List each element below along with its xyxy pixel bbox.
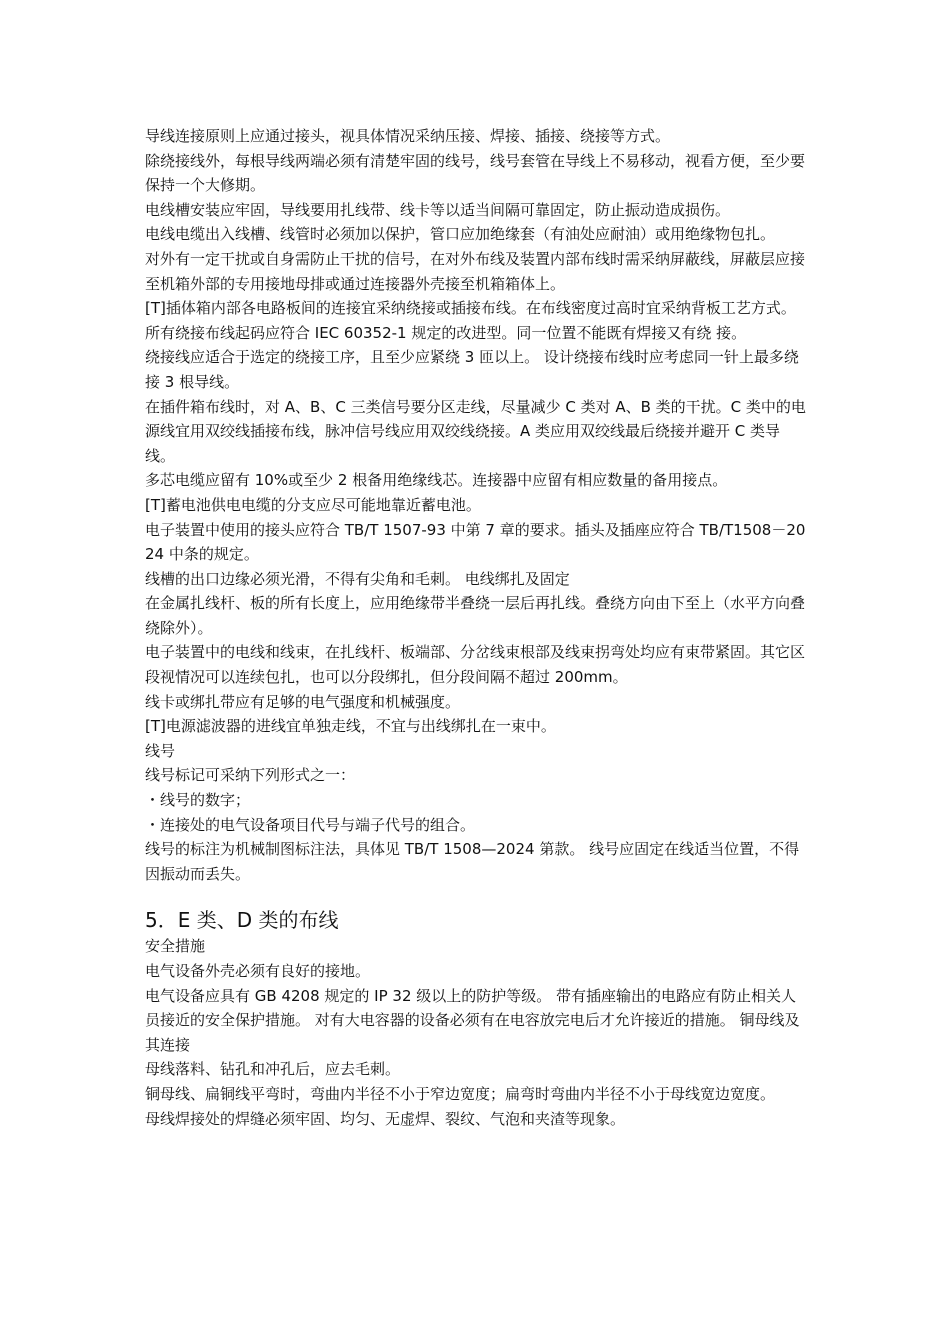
paragraph: 电子装置中使用的接头应符合 TB/T 1507-93 中第 7 章的要求。插头及插座应符合 TB/T1508－2024 中条的规定。: [145, 520, 806, 564]
list-item: ・线号的数字；: [145, 791, 251, 810]
paragraph: 电线槽安装应牢固，导线要用扎线带、线卡等以适当间隔可靠固定，防止振动造成损伤。: [145, 200, 731, 219]
section-heading: 5．E 类、D 类的布线: [145, 908, 339, 933]
paragraph: 线号的标注为机械制图标注法，具体见 TB/T 1508—2024 第款。 线号应固定在线适当位置，不得因振动而丢失。: [145, 840, 800, 883]
paragraph: 线号标记可采纳下列形式之一：: [145, 766, 356, 785]
list-item: ・连接处的电气设备项目代号与端子代号的组合。: [145, 815, 476, 834]
paragraph: 线槽的出口边缘必须光滑，不得有尖角和毛刺。 电线绑扎及固定: [145, 569, 570, 588]
paragraph: [T]插体箱内部各电路板间的连接宜采纳绕接或插接布线。在布线密度过高时宜采纳背板工艺方式。: [145, 299, 796, 318]
paragraph: 电子装置中的电线和线束，在扎线杆、板端部、分岔线束根部及线束拐弯处均应有束带紧固。其它区段视情况可以连续包扎，也可以分段绑扎，但分段间隔不超过 200mm。: [145, 643, 806, 687]
paragraph: 母线落料、钻孔和冲孔后，应去毛刺。: [145, 1060, 401, 1079]
paragraph: 铜母线、扁铜线平弯时，弯曲内半径不小于窄边宽度；扁弯时弯曲内半径不小于母线宽边宽度。: [145, 1084, 776, 1103]
paragraph: 对外有一定干扰或自身需防止干扰的信号，在对外布线及装置内部布线时需采纳屏蔽线，屏蔽层应接至机箱外部的专用接地母排或通过连接器外壳接至机箱箱体上。: [145, 249, 806, 293]
paragraph: [T]蓄电池供电电缆的分支应尽可能地靠近蓄电池。: [145, 495, 481, 514]
paragraph: 电气设备外壳必须有良好的接地。: [145, 962, 371, 980]
paragraph: [T]电源滤波器的进线宜单独走线，不宜与出线绑扎在一束中。: [145, 717, 556, 736]
paragraph: 所有绕接布线起码应符合 IEC 60352-1 规定的改进型。同一位置不能既有焊接又有绕 接。: [145, 323, 747, 342]
paragraph: 绕接线应适合于选定的绕接工序，且至少应紧绕 3 匝以上。 设计绕接布线时应考虑同一针上最多绕接 3 根导线。: [145, 348, 799, 391]
paragraph: 电线电缆出入线槽、线管时必须加以保护，管口应加绝缘套（有油处应耐油）或用绝缘物包扎。: [145, 225, 776, 244]
paragraph: 多芯电缆应留有 10%或至少 2 根备用绝缘线芯。连接器中应留有相应数量的备用接点。: [145, 471, 728, 490]
document-page: [145, 124, 810, 1131]
paragraph: 电气设备应具有 GB 4208 规定的 IP 32 级以上的防护等级。 带有插座输出的电路应有防止相关人员接近的安全保护措施。 对有大电容器的设备必须有在电容放完电后才允许接近的措施。 铜母线及其连接: [145, 986, 800, 1054]
paragraph: 导线连接原则上应通过接头，视具体情况采纳压接、焊接、插接、绕接等方式。: [145, 127, 671, 145]
subsection-title: 线号: [145, 741, 176, 760]
paragraph: 线卡或绑扎带应有足够的电气强度和机械强度。: [145, 692, 461, 711]
paragraph: 母线焊接处的焊缝必须牢固、均匀、无虚焊、裂纹、气泡和夹渣等现象。: [145, 1109, 626, 1128]
subsection-title: 安全措施: [145, 937, 206, 956]
paragraph: 除绕接线外，每根导线两端必须有清楚牢固的线号，线号套管在导线上不易移动，视看方便，至少要保持一个大修期。: [145, 151, 806, 195]
paragraph: 在金属扎线杆、板的所有长度上，应用绝缘带半叠绕一层后再扎线。叠绕方向由下至上（水平方向叠绕除外）。: [145, 594, 806, 637]
paragraph: 在插件箱布线时，对 A、B、C 三类信号要分区走线，尽量减少 C 类对 A、B 类的干扰。C 类中的电源线宜用双绞线插接布线，脉冲信号线应用双绞线绕接。A 类应用双绞线最后绕接并避开 C 类导线。: [145, 397, 806, 465]
